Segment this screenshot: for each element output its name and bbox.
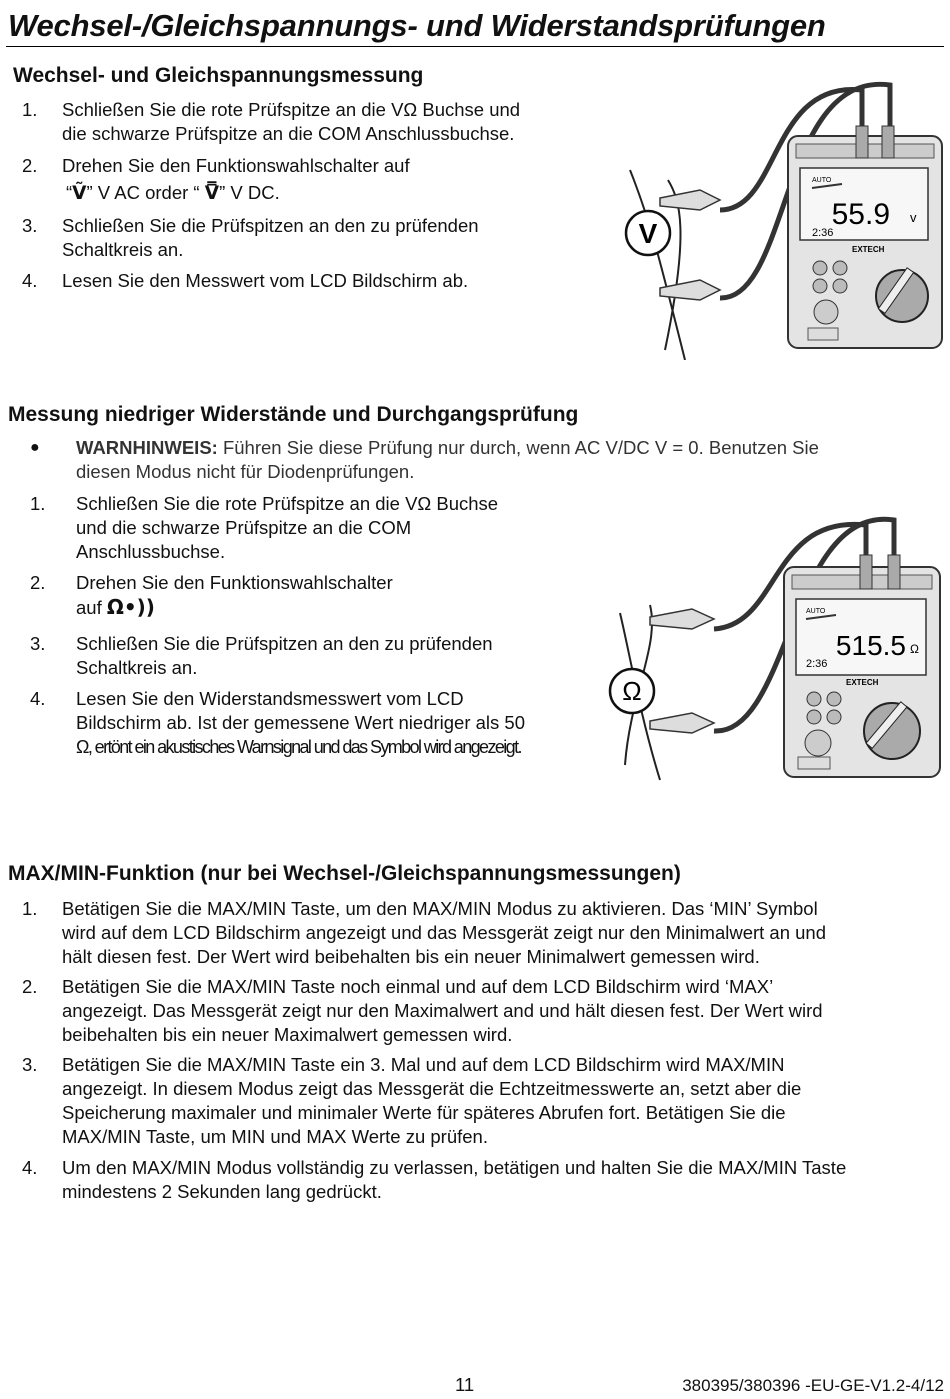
section-heading-maxmin: MAX/MIN-Funktion (nur bei Wechsel-/Gleichspannungsmessungen): [8, 862, 681, 885]
list-number: 4.: [22, 1157, 38, 1178]
meter-button: [827, 710, 841, 724]
voltage-measurement-figure: [590, 60, 946, 360]
test-knob: [805, 730, 831, 756]
document-code: 380395/380396 -EU-GE-V1.2-4/12: [682, 1376, 944, 1395]
text-line: MAX/MIN Taste, um MIN und MAX Werte zu prüfen.: [62, 1126, 488, 1147]
text-line: Betätigen Sie die MAX/MIN Taste noch einmal und auf dem LCD Bildschirm wird ‘MAX’: [62, 976, 774, 997]
lcd-unit: Ω: [910, 642, 919, 656]
text-line: hält diesen fest. Der Wert wird beibehalten bis ein neuer Minimalwert gemessen wird.: [62, 946, 760, 967]
page-title: Wechsel-/Gleichspannungs- und Widerstandsprüfungen: [8, 8, 826, 43]
list-number: 1.: [22, 99, 38, 120]
list-number: 2.: [30, 572, 46, 593]
text-line: diesen Modus nicht für Diodenprüfungen.: [76, 461, 415, 482]
lcd-secondary-reading: 2:36: [806, 658, 828, 670]
probe-clip-red: [650, 609, 714, 629]
meter-button: [827, 692, 841, 706]
meter-button: [833, 261, 847, 275]
meter-button: [807, 692, 821, 706]
text-line: Schaltkreis an.: [76, 657, 198, 678]
meter-button: [813, 261, 827, 275]
text-line: Ω, ertönt ein akustisches Warnsignal und das Symbol wird angezeigt.: [76, 737, 521, 757]
probe-plug: [856, 126, 868, 158]
meter-button: [813, 279, 827, 293]
section-heading-resistance: Messung niedriger Widerstände und Durchgangsprüfung: [8, 403, 579, 426]
text-line: angezeigt. In diesem Modus zeigt das Messgerät die Echtzeitmesswerte an, setzt aber die: [62, 1078, 802, 1099]
meter-symbol-label: Ω: [622, 676, 642, 706]
list-number: 3.: [22, 215, 38, 236]
text-line: Anschlussbuchse.: [76, 541, 226, 562]
text-line: Drehen Sie den Funktionswahlschalter auf: [62, 155, 410, 176]
warning-label: WARNHINWEIS:: [76, 437, 218, 458]
lcd-reading: 515.5: [835, 630, 906, 661]
text-line: “Ṽ” V AC order “ V̿” V DC.: [66, 182, 280, 204]
bullet-icon: ●: [30, 439, 40, 456]
list-number: 3.: [30, 633, 46, 654]
list-number: 2.: [22, 976, 38, 997]
probe-clip-red: [660, 190, 720, 210]
probe-plug: [860, 555, 872, 589]
text-line: Um den MAX/MIN Modus vollständig zu verlassen, betätigen und halten Sie die MAX/MIN Taste: [62, 1157, 847, 1178]
probe-clip-black: [660, 280, 720, 300]
lcd-secondary-reading: 2:36: [812, 227, 834, 239]
dc-voltage-symbol: V̿: [204, 183, 220, 204]
title-divider: [6, 46, 944, 47]
text-line: beibehalten bis ein neuer Maximalwert gemessen wird.: [62, 1024, 513, 1045]
list-number: 4.: [22, 270, 38, 291]
meter-symbol-label: V: [638, 218, 658, 249]
lcd-unit: v: [910, 210, 917, 225]
lcd-scale-label: AUTO: [806, 608, 826, 615]
text-line: Betätigen Sie die MAX/MIN Taste ein 3. Mal und auf dem LCD Bildschirm wird MAX/MIN: [62, 1054, 785, 1075]
brand-label: EXTECH: [852, 245, 885, 254]
text-line: Betätigen Sie die MAX/MIN Taste, um den MAX/MIN Modus zu aktivieren. Das ‘MIN’ Symbol: [62, 898, 818, 919]
text-line: Schließen Sie die Prüfspitzen an den zu prüfenden: [76, 633, 493, 654]
list-number: 1.: [22, 898, 38, 919]
text-line: auf Ω•)): [76, 595, 155, 619]
lcd-reading: 55.9: [831, 198, 890, 231]
text-line: Führen Sie diese Prüfung nur durch, wenn AC V/DC V = 0. Benutzen Sie: [217, 437, 819, 458]
test-knob: [814, 300, 838, 324]
list-number: 4.: [30, 688, 46, 709]
text-line: Schließen Sie die rote Prüfspitze an die VΩ Buchse: [76, 493, 499, 514]
ac-voltage-symbol: Ṽ: [72, 183, 87, 204]
battery-cover: [808, 328, 838, 340]
battery-cover: [798, 757, 830, 769]
probe-clip-black: [650, 713, 714, 733]
text-line: Schließen Sie die rote Prüfspitze an die VΩ Buchse und: [62, 99, 521, 120]
text-line: mindestens 2 Sekunden lang gedrückt.: [62, 1181, 382, 1202]
probe-plug: [888, 555, 900, 589]
text-line: die schwarze Prüfspitze an die COM Anschlussbuchse.: [62, 123, 515, 144]
text-line: wird auf dem LCD Bildschirm angezeigt und das Messgerät zeigt nur den Minimalwert an und: [62, 922, 827, 943]
text-line: Lesen Sie den Widerstandsmesswert vom LCD: [76, 688, 464, 709]
brand-label: EXTECH: [846, 678, 879, 687]
text-line: Schließen Sie die Prüfspitzen an den zu prüfenden: [62, 215, 479, 236]
text-line: Drehen Sie den Funktionswahlschalter: [76, 572, 393, 593]
continuity-symbol: Ω•)): [106, 595, 155, 619]
lcd-scale-label: AUTO: [812, 177, 832, 184]
resistance-measurement-figure: [590, 495, 946, 785]
text-line: angezeigt. Das Messgerät zeigt nur den Maximalwert and und hält diesen fest. Der Wert wird: [62, 1000, 823, 1021]
function-dial: [864, 703, 920, 759]
probe-plug: [882, 126, 894, 158]
meter-button: [833, 279, 847, 293]
list-number: 3.: [22, 1054, 38, 1075]
list-number: 2.: [22, 155, 38, 176]
section-heading-voltage: Wechsel- und Gleichspannungsmessung: [13, 64, 424, 87]
text-line: Schaltkreis an.: [62, 239, 184, 260]
text-line: Lesen Sie den Messwert vom LCD Bildschirm ab.: [62, 270, 469, 291]
meter-button: [807, 710, 821, 724]
list-number: 1.: [30, 493, 46, 514]
page-number: 11: [455, 1374, 475, 1395]
text-line: Speicherung maximaler und minimaler Werte für späteres Abrufen fort. Betätigen Sie die: [62, 1102, 786, 1123]
text-line: Bildschirm ab. Ist der gemessene Wert niedriger als 50: [76, 712, 525, 733]
text-line: und die schwarze Prüfspitze an die COM: [76, 517, 412, 538]
